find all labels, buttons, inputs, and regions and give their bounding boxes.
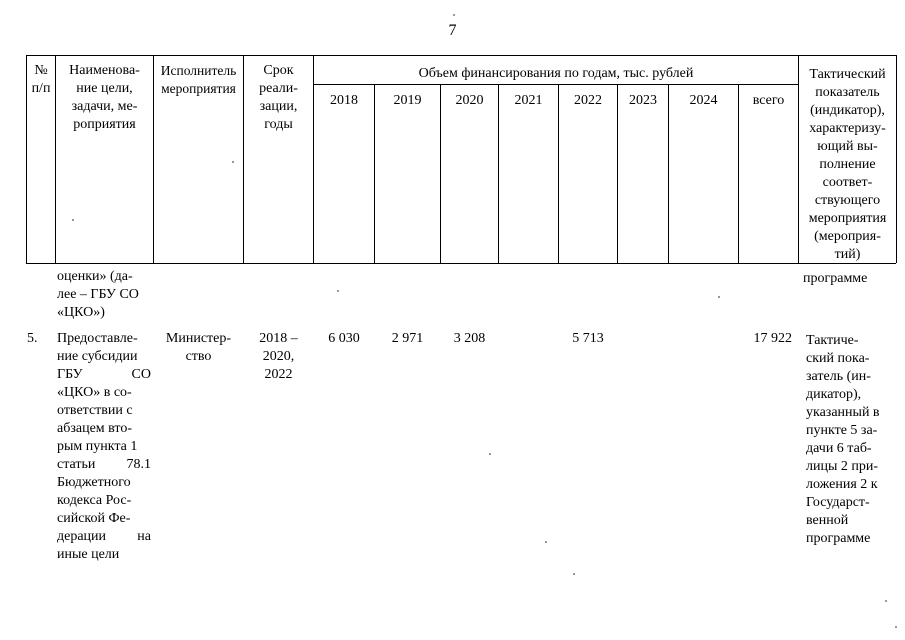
scan-speck [337, 290, 339, 292]
header-num: № п/п [31, 63, 51, 96]
col-border [668, 84, 669, 263]
row-name-line [57, 456, 151, 474]
row-name-word: ГБУ [57, 367, 83, 382]
page-number: 7 [448, 22, 457, 39]
col-border [558, 84, 559, 263]
row-name-line: абзацем вто- [57, 421, 133, 436]
row-name-word: 78.1 [126, 457, 151, 472]
row-name-line: Бюджетного [57, 475, 131, 490]
scan-speck [718, 296, 720, 298]
financing-subheader-line [313, 84, 798, 85]
row-name-word: на [137, 529, 151, 544]
scan-speck [573, 573, 575, 575]
row-name-line [57, 528, 151, 546]
row-name-word: статьи [57, 457, 96, 472]
continuation-indicator: программе [803, 271, 868, 286]
col-border [374, 84, 375, 263]
header-name: Наименова- ние цели, задачи, ме- роприятия [69, 63, 140, 132]
row-term: 2018 – 2020, 2022 [259, 331, 298, 382]
row-value-2018: 6 030 [328, 331, 360, 346]
header-financing: Объем финансирования по годам, тыс. рублей [418, 66, 694, 81]
row-name-line: Предоставле- [57, 331, 138, 346]
scan-speck [885, 600, 887, 602]
row-name-line: рым пункта 1 [57, 439, 138, 454]
header-year: 2022 [574, 93, 602, 108]
header-year: 2019 [393, 93, 422, 108]
row-indicator: Тактиче- ский пока- затель (ин- дикатор), указанный в пункте 5 за- дачи 6 таб- лицы 2 при- ложения 2 к Государст- венной программе [806, 333, 880, 546]
col-border [617, 84, 618, 263]
col-border [313, 55, 314, 263]
row-value-2020: 3 208 [453, 331, 486, 346]
row-number: 5. [27, 331, 38, 346]
row-name-line: «ЦКО» в со- [57, 385, 132, 400]
row-value-2022: 5 713 [572, 331, 604, 346]
header-year: 2023 [629, 93, 657, 108]
row-name-word: дерации [57, 529, 107, 544]
header-term: Срок реали- зации, годы [259, 63, 298, 132]
header-total: всего [752, 93, 785, 108]
scan-speck [453, 14, 455, 16]
col-border [440, 84, 441, 263]
row-name-line: сийской Фе- [57, 511, 131, 526]
table-top-border [26, 55, 896, 56]
row-name-line [57, 366, 151, 384]
col-border [896, 55, 897, 263]
row-name-line: ние субсидии [57, 349, 138, 364]
col-border [498, 84, 499, 263]
row-name-word: СО [131, 367, 151, 382]
scan-speck [232, 161, 234, 163]
row-name-line: ответствии с [57, 403, 133, 418]
header-year: 2021 [514, 93, 543, 108]
header-year: 2018 [330, 93, 358, 108]
scan-speck [489, 453, 491, 455]
header-indicator: Тактический показатель (индикатор), характеризу- ющий вы- полнение соответ- ствующего мероприятия (мероприя- тий) [808, 67, 887, 262]
row-value-2019: 2 971 [391, 331, 424, 346]
row-name-line: кодекса Рос- [57, 493, 132, 508]
scan-speck [895, 626, 897, 628]
continuation-name: оценки» (да- лее – ГБУ СО «ЦКО») [57, 269, 139, 320]
scan-speck [72, 219, 74, 221]
row-name-line: иные цели [57, 547, 120, 562]
header-executor: Исполнитель мероприятия [160, 63, 237, 96]
row-name [57, 330, 151, 564]
header-year: 2020 [455, 93, 484, 108]
scan-speck [545, 541, 547, 543]
row-value-total: 17 922 [753, 331, 792, 346]
header-bottom-border [26, 263, 896, 264]
header-year: 2024 [689, 93, 718, 108]
col-border [738, 84, 739, 263]
row-executor: Министер- ство [165, 331, 232, 364]
